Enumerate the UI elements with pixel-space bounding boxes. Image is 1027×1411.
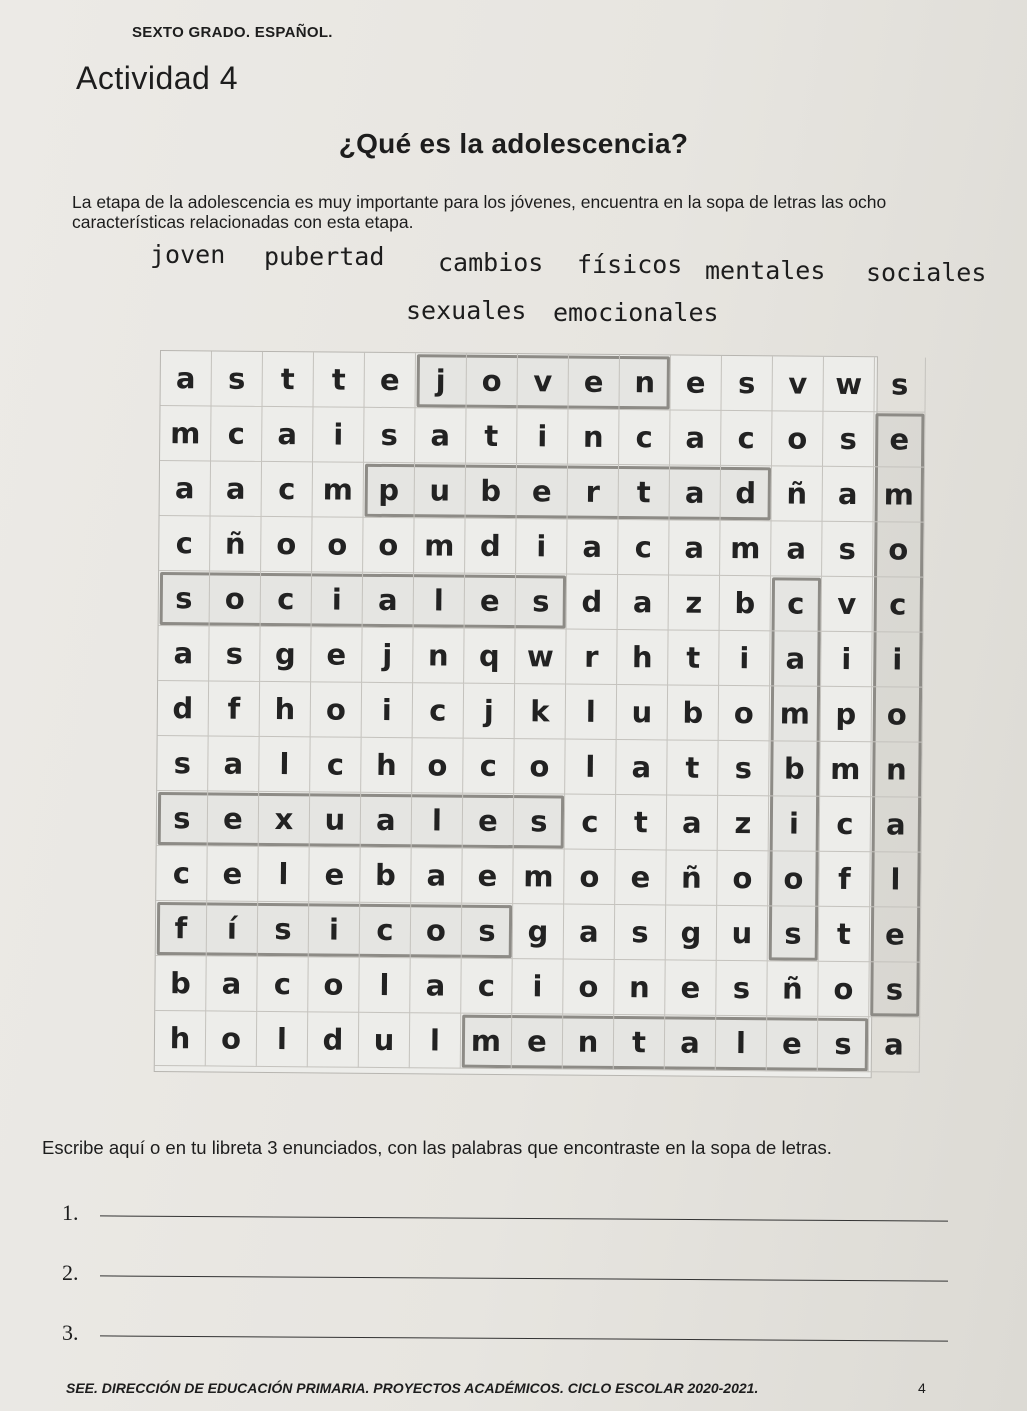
grid-letter[interactable]: a (564, 905, 615, 960)
grid-letter[interactable]: n (568, 410, 619, 465)
grid-letter[interactable]: e (568, 355, 619, 410)
grid-letter[interactable]: e (311, 627, 362, 682)
answer-rule (100, 1215, 948, 1221)
grid-letter[interactable]: r (566, 630, 617, 685)
grid-letter[interactable]: e (874, 412, 925, 467)
grid-letter[interactable]: s (258, 902, 309, 957)
grid-letter[interactable]: c (413, 683, 464, 738)
grid-letter[interactable]: m (414, 518, 465, 573)
grid-letter[interactable]: m (160, 406, 211, 461)
grid-letter[interactable]: d (567, 575, 618, 630)
grid-letter[interactable]: o (311, 682, 362, 737)
grid-letter[interactable]: a (616, 740, 667, 795)
grid-letter[interactable]: h (361, 738, 412, 793)
grid-letter[interactable]: z (669, 575, 720, 630)
grid-letter[interactable]: í (207, 901, 258, 956)
word-item: sociales (866, 258, 987, 287)
grid-letter[interactable]: i (821, 632, 872, 687)
grid-letter[interactable]: c (211, 406, 262, 461)
answer-rule (100, 1275, 948, 1281)
word-search-grid (154, 350, 915, 1078)
grid-letter[interactable]: e (462, 849, 513, 904)
grid-letter[interactable]: v (772, 356, 823, 411)
grid-letter[interactable]: l (565, 740, 616, 795)
grid-letter[interactable]: ñ (666, 850, 717, 905)
grid-letter[interactable]: g (260, 627, 311, 682)
grid-letter[interactable]: c (618, 520, 669, 575)
grade-header: SEXTO GRADO. ESPAÑOL. (132, 24, 333, 41)
grid-letter[interactable]: i (872, 632, 923, 687)
grid-letter[interactable]: o (308, 957, 359, 1012)
grid-letter[interactable]: o (564, 850, 615, 905)
grid-letter[interactable]: m (513, 849, 564, 904)
grid-letter[interactable]: s (209, 626, 260, 681)
grid-letter[interactable]: o (363, 518, 414, 573)
grid-letter[interactable]: e (870, 907, 921, 962)
grid-letter[interactable]: s (159, 571, 210, 626)
grid-letter[interactable]: c (721, 411, 772, 466)
grid-letter[interactable]: l (259, 737, 310, 792)
grid-letter[interactable]: z (718, 796, 769, 851)
grid-letter[interactable]: s (721, 356, 772, 411)
answer-number: 1. (62, 1200, 79, 1225)
writing-prompt: Escribe aquí o en tu libreta 3 enunciados, con las palabras que encontraste en la sopa de letras. (42, 1137, 832, 1158)
grid-letter[interactable]: h (155, 1011, 206, 1066)
grid-letter[interactable]: v (822, 577, 873, 632)
answer-line-2[interactable] (62, 1260, 79, 1286)
grid-letter[interactable]: a (411, 848, 462, 903)
grid-letter[interactable]: i (769, 796, 820, 851)
grid-letter[interactable]: i (516, 519, 567, 574)
grid-letter[interactable]: a (669, 520, 720, 575)
grid-letter[interactable]: u (310, 792, 361, 847)
grid-letter[interactable]: s (157, 736, 208, 791)
grid-letter[interactable]: b (466, 464, 517, 519)
word-item: cambios (438, 248, 544, 277)
grid-letter[interactable]: ñ (210, 516, 261, 571)
grid-letter[interactable]: l (258, 847, 309, 902)
grid-letter[interactable]: t (616, 795, 667, 850)
grid-letter[interactable]: e (465, 574, 516, 629)
answer-line-1[interactable] (62, 1200, 79, 1226)
grid-letter[interactable]: b (155, 956, 206, 1011)
grid-letter[interactable]: p (821, 687, 872, 742)
grid-letter[interactable]: l (359, 958, 410, 1013)
grid-letter[interactable]: n (619, 355, 670, 410)
grid-letter[interactable]: o (563, 960, 614, 1015)
grid-letter[interactable]: a (823, 467, 874, 522)
grid-letter[interactable]: f (156, 901, 207, 956)
grid-letter[interactable]: t (466, 409, 517, 464)
grid-letter[interactable]: s (157, 791, 208, 846)
grid-letter[interactable]: a (415, 408, 466, 463)
word-item: sexuales (406, 296, 527, 325)
grid-letter[interactable]: c (360, 903, 411, 958)
grid-letter[interactable]: e (463, 794, 514, 849)
grid-letter[interactable]: u (359, 1013, 410, 1068)
grid-letter[interactable]: t (619, 465, 670, 520)
grid-letter[interactable]: p (364, 463, 415, 518)
grid-letter[interactable]: ñ (772, 466, 823, 521)
grid-letter[interactable]: b (360, 848, 411, 903)
grid-letter[interactable]: i (313, 407, 364, 462)
grid-letter[interactable]: w (823, 357, 874, 412)
grid-letter[interactable]: a (567, 520, 618, 575)
grid-letter[interactable]: u (717, 906, 768, 961)
grid-letter[interactable]: i (309, 902, 360, 957)
grid-letter[interactable]: s (364, 408, 415, 463)
grid-letter[interactable]: h (617, 630, 668, 685)
grid-letter[interactable]: o (210, 571, 261, 626)
grid-letter[interactable]: i (362, 683, 413, 738)
grid-letter[interactable]: o (717, 851, 768, 906)
grid-letter[interactable]: t (819, 907, 870, 962)
grid-letter[interactable]: a (160, 461, 211, 516)
grid-letter[interactable]: j (362, 628, 413, 683)
grid-letter[interactable]: k (515, 684, 566, 739)
grid-letter[interactable]: a (262, 407, 313, 462)
grid-letter[interactable]: d (158, 681, 209, 736)
grid-letter[interactable]: t (263, 352, 314, 407)
grid-letter[interactable]: f (209, 681, 260, 736)
grid-letter[interactable]: g (513, 904, 564, 959)
grid-letter[interactable]: c (820, 797, 871, 852)
grid-letter[interactable]: c (771, 576, 822, 631)
grid-letter[interactable]: c (159, 516, 210, 571)
grid-letter[interactable]: u (617, 685, 668, 740)
grid-letter[interactable]: ñ (767, 961, 818, 1016)
grid-letter[interactable]: n (563, 1015, 614, 1070)
grid-letter[interactable]: c (873, 577, 924, 632)
grid-letter[interactable]: s (516, 574, 567, 629)
word-item: físicos (577, 250, 683, 279)
grid-letter[interactable]: o (466, 354, 517, 409)
grid-letter[interactable]: l (257, 1012, 308, 1067)
grid-letter[interactable]: a (670, 410, 721, 465)
grid-letter[interactable]: c (262, 462, 313, 517)
grid-letter[interactable]: e (207, 846, 258, 901)
grid-letter[interactable]: o (772, 411, 823, 466)
grid-letter[interactable]: a (361, 793, 412, 848)
grid-letter[interactable]: t (668, 630, 719, 685)
grid-letter[interactable]: s (869, 962, 920, 1017)
grid-letter[interactable]: o (818, 962, 869, 1017)
grid-letter[interactable]: e (309, 847, 360, 902)
grid-letter[interactable]: o (872, 687, 923, 742)
page-number: 4 (918, 1380, 926, 1396)
grid-letter[interactable]: s (462, 904, 513, 959)
grid-letter[interactable]: e (512, 1014, 563, 1069)
grid-letter[interactable]: a (158, 626, 209, 681)
grid-letter[interactable]: a (410, 958, 461, 1013)
grid-letter[interactable]: j (416, 353, 467, 408)
grid-letter[interactable]: l (410, 1013, 461, 1068)
grid-letter[interactable]: b (769, 741, 820, 796)
grid-letter[interactable]: t (314, 352, 365, 407)
grid-letter[interactable]: i (312, 572, 363, 627)
grid-letter[interactable]: o (411, 903, 462, 958)
grid-letter[interactable]: o (719, 686, 770, 741)
word-item: joven (150, 240, 226, 269)
grid-letter[interactable]: o (873, 522, 924, 577)
grid-letter[interactable]: m (461, 1014, 512, 1069)
grid-letter[interactable]: a (771, 521, 822, 576)
grid-letter[interactable]: l (716, 1016, 767, 1071)
grid-letter[interactable]: c (565, 795, 616, 850)
word-item: emocionales (553, 298, 719, 327)
grid-letter[interactable]: j (464, 684, 515, 739)
grid-letter[interactable]: n (614, 960, 665, 1015)
grid-letter[interactable]: t (614, 1015, 665, 1070)
grid-letter[interactable]: e (665, 960, 716, 1015)
grid-letter[interactable]: h (260, 682, 311, 737)
answer-line-3[interactable] (62, 1320, 79, 1346)
grid-letter[interactable]: s (874, 357, 925, 412)
grid-letter[interactable]: c (461, 959, 512, 1014)
grid-letter[interactable]: w (515, 629, 566, 684)
grid-letter[interactable]: a (363, 573, 414, 628)
grid-letter[interactable]: e (615, 850, 666, 905)
grid-letter[interactable]: a (670, 465, 721, 520)
grid-letter[interactable]: s (716, 961, 767, 1016)
grid-letter[interactable]: a (208, 736, 259, 791)
grid-letter[interactable]: x (259, 792, 310, 847)
grid-letter[interactable]: e (365, 353, 416, 408)
grid-letter[interactable]: a (211, 461, 262, 516)
grid-letter[interactable]: a (770, 631, 821, 686)
grid-letter[interactable]: n (413, 628, 464, 683)
answer-number: 2. (62, 1260, 79, 1285)
grid-letter[interactable]: a (161, 351, 212, 406)
grid-letter[interactable]: o (261, 517, 312, 572)
grid-letter[interactable]: i (517, 409, 568, 464)
grid-letter[interactable]: m (874, 467, 925, 522)
answer-rule (100, 1335, 948, 1341)
grid-letter[interactable]: m (820, 742, 871, 797)
grid-letter[interactable]: o (206, 1011, 257, 1066)
grid-letter[interactable]: b (668, 685, 719, 740)
grid-letter[interactable]: i (512, 959, 563, 1014)
grid-letter[interactable]: o (514, 739, 565, 794)
grid-letter[interactable]: c (619, 410, 670, 465)
grid-letter[interactable]: o (412, 738, 463, 793)
grid-letter[interactable]: s (718, 741, 769, 796)
grid-letter[interactable]: o (312, 517, 363, 572)
answer-number: 3. (62, 1320, 79, 1345)
grid-letter[interactable]: e (208, 791, 259, 846)
grid-letter[interactable]: f (819, 852, 870, 907)
word-item: pubertad (264, 242, 385, 271)
grid-letter[interactable]: d (721, 466, 772, 521)
question-heading: ¿Qué es la adolescencia? (338, 128, 689, 159)
grid-letter[interactable]: e (670, 355, 721, 410)
grid-letter[interactable]: c (310, 737, 361, 792)
activity-title: Actividad 4 (76, 60, 239, 96)
instructions: La etapa de la adolescencia es muy importante para los jóvenes, encuentra en la sopa de letras las ocho características relacionadas con esta etapa. (72, 192, 887, 232)
grid-letter[interactable]: b (720, 576, 771, 631)
grid-letter[interactable]: s (818, 1017, 869, 1072)
grid-letter[interactable]: a (665, 1015, 716, 1070)
word-item: mentales (705, 256, 826, 285)
grid-letter[interactable]: n (871, 742, 922, 797)
grid-letter[interactable]: s (212, 351, 263, 406)
grid-letter[interactable]: e (517, 464, 568, 519)
grid-letter[interactable]: g (666, 905, 717, 960)
grid-letter[interactable]: a (869, 1017, 920, 1072)
grid-letter[interactable]: a (618, 575, 669, 630)
grid-letter[interactable]: e (767, 1016, 818, 1071)
grid-letter[interactable]: s (823, 412, 874, 467)
grid-letter[interactable]: u (415, 463, 466, 518)
grid-letter[interactable]: t (667, 740, 718, 795)
grid-letter[interactable]: d (308, 1012, 359, 1067)
grid-letter[interactable]: v (517, 354, 568, 409)
grid-letter[interactable]: s (514, 794, 565, 849)
grid-letter[interactable]: m (720, 521, 771, 576)
grid-letter[interactable]: a (667, 795, 718, 850)
grid-letter[interactable]: l (414, 573, 465, 628)
grid-letter[interactable]: a (206, 956, 257, 1011)
grid-letter[interactable]: i (719, 631, 770, 686)
grid-letter[interactable]: s (615, 905, 666, 960)
grid-letter[interactable]: a (871, 797, 922, 852)
grid-letter[interactable]: m (313, 462, 364, 517)
grid-letter[interactable]: r (568, 465, 619, 520)
grid-letter[interactable]: l (566, 685, 617, 740)
grid-letter[interactable]: s (822, 522, 873, 577)
grid-letter[interactable]: c (463, 739, 514, 794)
grid-letter[interactable]: l (412, 793, 463, 848)
grid-letter[interactable]: c (257, 957, 308, 1012)
grid-letter[interactable]: o (768, 851, 819, 906)
grid-letter[interactable]: m (770, 686, 821, 741)
grid-letter[interactable]: c (156, 846, 207, 901)
footer-text: SEE. DIRECCIÓN DE EDUCACIÓN PRIMARIA. PROYECTOS ACADÉMICOS. CICLO ESCOLAR 2020-2021. (66, 1380, 759, 1396)
grid-letter[interactable]: l (870, 852, 921, 907)
grid-letter[interactable]: s (768, 906, 819, 961)
grid-letter[interactable]: q (464, 629, 515, 684)
grid-letter[interactable]: d (465, 519, 516, 574)
grid-letter[interactable]: c (261, 572, 312, 627)
